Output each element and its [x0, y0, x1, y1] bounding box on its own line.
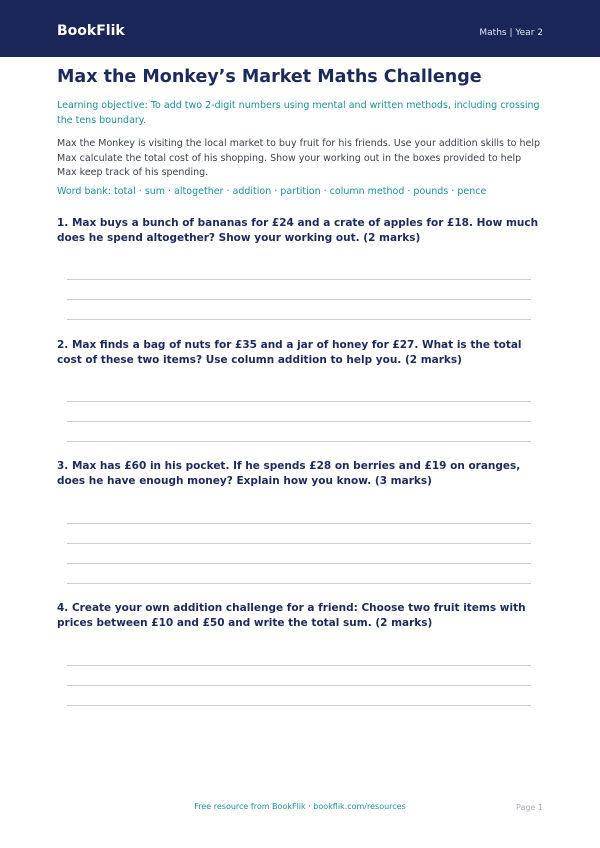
answer-line[interactable] — [67, 319, 531, 320]
subject-label: Maths | Year 2 — [479, 28, 543, 38]
question-1: 1. Max buys a bunch of bananas for £24 and a crate of apples for £18. How much does he spend altogether? Show your working out. (2 marks) — [57, 217, 539, 244]
answer-line[interactable] — [67, 441, 531, 442]
answer-line[interactable] — [67, 563, 531, 564]
answer-line[interactable] — [67, 299, 531, 300]
answer-line[interactable] — [67, 401, 531, 402]
answer-line[interactable] — [67, 665, 531, 666]
brand-logo[interactable]: BookFlik — [57, 23, 125, 39]
page-number: Page 1 — [516, 803, 543, 812]
answer-line[interactable] — [67, 705, 531, 706]
site-header — [0, 0, 600, 57]
learning-objective: Learning objective: To add two 2-digit numbers using mental and written methods, including crossing the tens boundary. — [57, 100, 540, 126]
question-2: 2. Max finds a bag of nuts for £35 and a jar of honey for £27. What is the total cost of these two items? Use column addition to help you. (2 marks) — [57, 339, 522, 366]
footer-resource-link[interactable]: Free resource from BookFlik · bookflik.com/resources — [194, 802, 406, 811]
question-4: 4. Create your own addition challenge for a friend: Choose two fruit items with prices between £10 and £50 and write the total sum. (2 marks) — [57, 602, 526, 629]
answer-line[interactable] — [67, 543, 531, 544]
answer-line[interactable] — [67, 279, 531, 280]
answer-line[interactable] — [67, 583, 531, 584]
word-bank: Word bank: total · sum · altogether · addition · partition · column method · pounds · pence — [57, 186, 487, 197]
answer-line[interactable] — [67, 421, 531, 422]
answer-line[interactable] — [67, 685, 531, 686]
intro-paragraph: Max the Monkey is visiting the local market to buy fruit for his friends. Use your addition skills to help Max calculate the total cost of his shopping. Show your working out in the boxes provided to help Max keep track of his spending. — [57, 138, 541, 178]
page-title: Max the Monkey’s Market Maths Challenge — [57, 67, 482, 87]
question-3: 3. Max has £60 in his pocket. If he spends £28 on berries and £19 on oranges, does he have enough money? Explain how you know. (3 marks) — [57, 460, 521, 487]
answer-line[interactable] — [67, 523, 531, 524]
